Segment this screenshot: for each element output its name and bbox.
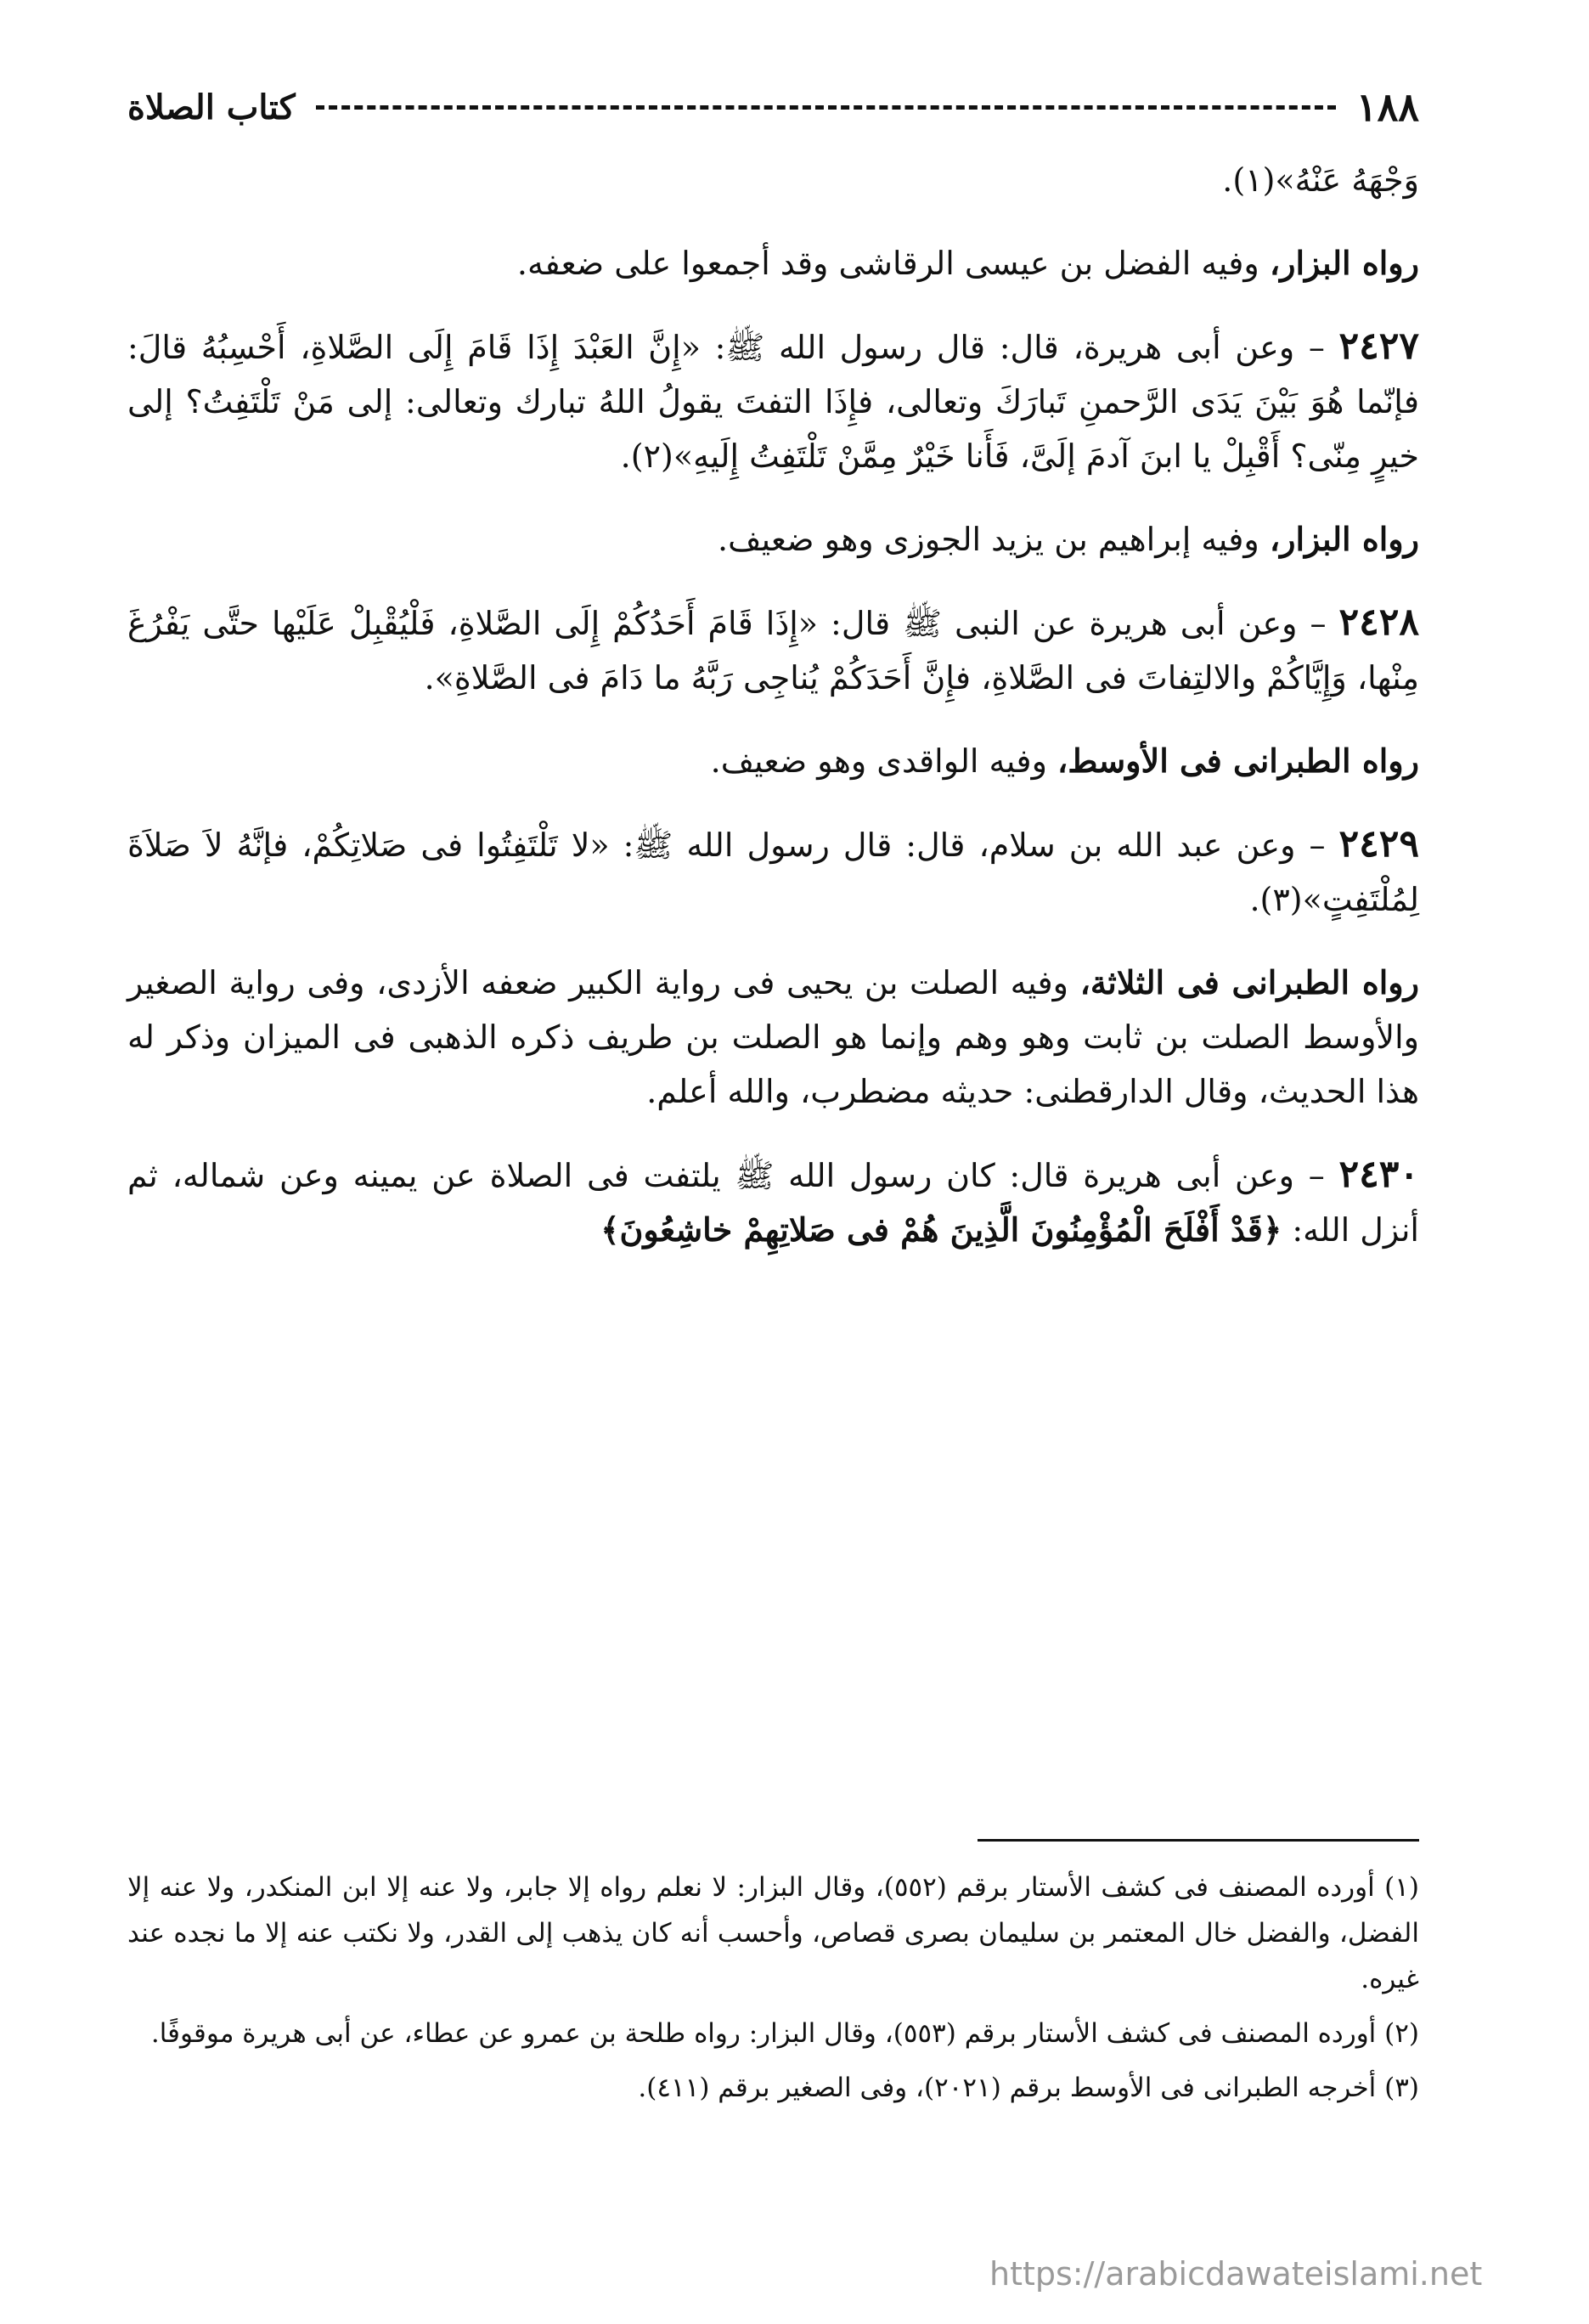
hadith-number: ٢٤٢٧: [1338, 324, 1419, 368]
hadith-number: ٢٤٢٩: [1338, 822, 1419, 866]
paragraph-continuation: وَجْهَهُ عَنْهُ»(١).: [1222, 161, 1419, 199]
page-header: [127, 82, 1419, 133]
hadith-text: – وعن أبى هريرة عن النبى ﷺ قال: «إِذَا قَامَ أَحَدُكُمْ إِلَى الصَّلاةِ، فَلْيُقْبِلْ عَلَيْها حتَّى يَفْرُغَ مِنْها، وَإِيَّاكُمْ والالتِفاتَ فى الصَّلاةِ، فإِنَّ أَحَدَكُمْ يُناجِى رَبَّهُ ما دَامَ فى الصَّلاةِ».: [127, 605, 1419, 697]
hadith-text: – وعن أبى هريرة، قال: قال رسول الله ﷺ: «إِنَّ العَبْدَ إِذَا قَامَ إِلَى الصَّلاةِ، أَحْسِبُهُ قالَ: فإنّما هُوَ بَيْنَ يَدَى الرَّحمنِ تَبارَكَ وتعالى، فإِذَا التفتَ يقولُ اللهُ تبارك وتعالى: إلى مَنْ تَلْتَفِتُ؟ إلى خيرٍ مِنّى؟ أَقْبِلْ يا ابنَ آدمَ إلَىَّ، فَأَنا خَيْرٌ مِمَّنْ تَلْتَفِتُ إِلَيهِ»(٢).: [127, 329, 1419, 475]
hadith-2430: [127, 1148, 1419, 1257]
narration-note: [127, 512, 1419, 567]
hadith-number: ٢٤٣٠: [1338, 1153, 1419, 1196]
header-dashed-rule: [316, 105, 1336, 110]
footnotes: [127, 1864, 1419, 2119]
book-title: كتاب الصلاة: [127, 87, 296, 127]
narration-note: [127, 236, 1419, 290]
footnote-3: (٣) أخرجه الطبرانى فى الأوسط برقم (٢٠٢١)، وفى الصغير برقم (٤١١).: [638, 2073, 1419, 2103]
narration-source: رواه البزار،: [1269, 244, 1419, 282]
narration-note: [127, 734, 1419, 788]
hadith-2427: [127, 319, 1419, 483]
narration-remark: وفيه الفضل بن عيسى الرقاشى وقد أجمعوا على ضعفه.: [516, 245, 1270, 282]
hadith-number: ٢٤٢٨: [1338, 601, 1419, 644]
narration-remark: وفيه إبراهيم بن يزيد الجوزى وهو ضعيف.: [718, 521, 1270, 558]
narration-source: رواه البزار،: [1269, 520, 1419, 558]
watermark-url: https://arabicdawateislami.net: [989, 2255, 1483, 2293]
hadith-2429: [127, 817, 1419, 927]
narration-source: رواه الطبرانى فى الثلاثة،: [1079, 963, 1419, 1001]
footnote-separator: [978, 1839, 1419, 1842]
hadith-2428: [127, 595, 1419, 705]
hadith-text: – وعن عبد الله بن سلام، قال: قال رسول الله ﷺ: «لا تَلْتَفِتُوا فى صَلاتِكُمْ، فإنَّهُ لاَ صَلاَةَ لِمُلْتَفِتٍ»(٣).: [127, 826, 1419, 918]
hadith-text: – وعن أبى هريرة قال: كان رسول الله ﷺ يلتفت فى الصلاة عن يمينه وعن شماله، ثم أنزل الله:: [127, 1157, 1419, 1249]
narration-remark: وفيه الصلت بن يحيى فى رواية الكبير ضعفه الأزدى، وفى رواية الصغير والأوسط الصلت بن ثابت وهو وهم وإنما هو الصلت بن طريف ذكره الذهبى فى الميزان وذكر له هذا الحديث، وقال الدارقطنى: حديثه مضطرب، والله أعلم.: [127, 964, 1419, 1110]
quran-verse: ﴿قَدْ أَفْلَحَ الْمُؤْمِنُونَ الَّذِينَ هُمْ فى صَلاتِهِمْ خاشِعُونَ﴾: [600, 1210, 1282, 1249]
footnote-2: (٢) أورده المصنف فى كشف الأستار برقم (٥٥٣)، وقال البزار: رواه طلحة بن عمرو عن عطاء، عن أبى هريرة موقوفًا.: [150, 2018, 1419, 2049]
footnote-1: (١) أورده المصنف فى كشف الأستار برقم (٥٥٢)، وقال البزار: لا نعلم رواه إلا جابر، ولا عنه إلا ابن المنكدر، ولا عنه إلا الفضل، والفضل خال المعتمر بن سليمان بصرى قصاص، وأحسب أنه كان يذهب إلى القدر، ولا نكتب عنه إلا ما نجده عند غيره.: [127, 1872, 1420, 1994]
page-number: ١٨٨: [1355, 84, 1419, 130]
narration-remark: وفيه الواقدى وهو ضعيف.: [710, 742, 1057, 780]
narration-note: [127, 956, 1419, 1119]
main-text: [127, 153, 1419, 1286]
narration-source: رواه الطبرانى فى الأوسط،: [1057, 742, 1419, 780]
